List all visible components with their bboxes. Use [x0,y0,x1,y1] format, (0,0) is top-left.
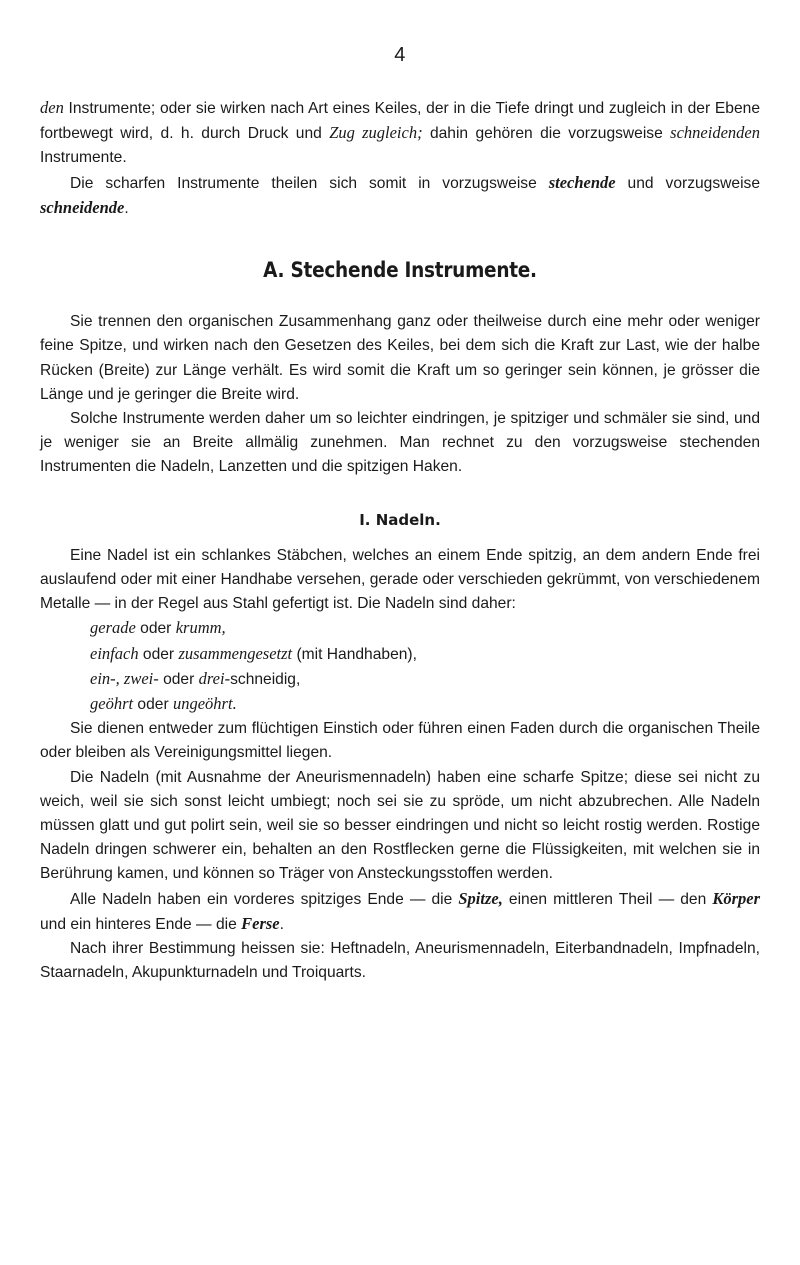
section-1-paragraph-2: Sie dienen entweder zum flüchtigen Einstich oder führen einen Faden durch die organischen Theile oder bleiben als Vereinigungsmittel liegen. [40,720,760,762]
emphasis: Spitze, [458,888,503,908]
section-1-paragraph-3: Die Nadeln (mit Ausnahme der Aneurismennadeln) haben eine scharfe Spitze; diese sei nicht zu weich, weil sie sich sonst leicht umbiegt; noch sei sie zu spröde, um nicht abzubrechen. Alle Nadeln müssen glatt und gut polirt sein, weil sie so besser eindringen und nicht so leicht rostig werden. Rostige Nadeln dringen schwerer ein, behalten an den Rostflecken gerne die Flüssigkeiten, mit welchen sie in Berührung kamen, und können so Träger von Ansteckungsstoffen werden. [40,768,760,883]
emphasis: Zug zugleich; [329,123,423,143]
emphasis: den [40,98,64,117]
page-body [40,96,760,986]
emphasis: schneidende [40,197,125,217]
section-a-paragraph-1: Sie trennen den organischen Zusammenhang ganz oder theilweise durch eine mehr oder weniger feine Spitze, und wirken nach den Gesetzen des Keiles, bei dem sich die Kraft zur Last, wie der halbe Rücken (Breite) zur Länge verhält. Es wird somit die Kraft um so geringer sein können, je grösser die Länge und je geringer die Breite wird. [40,313,760,403]
emphasis: schneidenden [670,123,760,143]
section-heading-1: I. Nadeln. [359,510,441,529]
emphasis: Körper [712,888,760,908]
list-item: geöhrt oder ungeöhrt. [90,694,237,714]
section-1-paragraph-1: Eine Nadel ist ein schlankes Stäbchen, welches an einem Ende spitzig, an dem andern Ende frei auslaufend oder mit einer Handhabe versehen, gerade oder verschieden gekrümmt, von verschiedenem Metalle — in der Regel aus Stahl gefertigt ist. Die Nadeln sind daher: [40,546,760,613]
page-number: 4 [394,44,406,66]
intro-paragraph-1: den Instrumente; oder sie wirken nach Art eines Keiles, der in die Tiefe dringt und zugleich in der Ebene fortbewegt wird, d. h. durch Druck und Zug zugleich; dahin gehören die vorzugsweise schneidenden Instrumente. [40,98,760,167]
intro-paragraph-2: Die scharfen Instrumente theilen sich somit in vorzugsweise stechende und vorzugsweise schneidende. [40,172,760,217]
section-a-paragraph-2: Solche Instrumente werden daher um so leichter eindringen, je spitziger und schmäler sie sind, und je weniger sie an Breite allmälig zunehmen. Man rechnet zu den vorzugsweise stechenden Instrumenten die Nadeln, Lanzetten und die spitzigen Haken. [40,410,760,476]
list-item: ein-, zwei- oder drei-schneidig, [90,668,301,688]
emphasis: Ferse [241,913,280,933]
list-item: einfach oder zusammengesetzt (mit Handhaben), [90,643,417,663]
emphasis: stechende [548,172,616,192]
needle-types-list [40,616,760,717]
list-item: gerade oder krumm, [90,618,226,638]
section-1-paragraph-5: Nach ihrer Bestimmung heissen sie: Heftnadeln, Aneurismennadeln, Eiterbandnadeln, Impfnadeln, Staarnadeln, Akupunkturnadeln und Troiquarts. [40,940,760,982]
section-heading-a: A. Stechende Instrumente. [263,258,537,283]
section-1-paragraph-4: Alle Nadeln haben ein vorderes spitziges Ende — die Spitze, einen mittleren Theil — den Körper und ein hinteres Ende — die Ferse. [40,888,760,933]
